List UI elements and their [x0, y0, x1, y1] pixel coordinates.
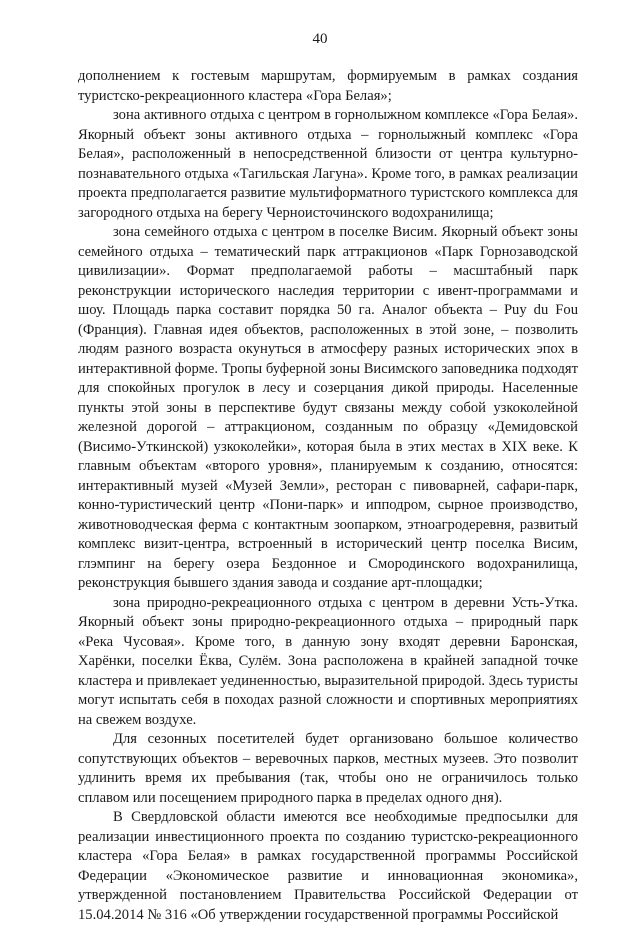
paragraph-active-recreation-zone: зона активного отдыха с центром в горнолыжном комплексе «Гора Белая». Якорный объект зоны активного отдыха – горнолыжный комплекс «Гора Белая», расположенный в непосредственной близости от центра культурно-познавательного отдыха «Тагильская Лагуна». Кроме того, в рамках реализации проекта предполагается развитие мультиформатного туристского комплекса для загородного отдыха на берегу Черноисточинского водохранилища; [78, 107, 578, 221]
paragraph-seasonal-visitors: Для сезонных посетителей будет организовано большое количество сопутствующих объектов – веревочных парков, местных музеев. Это позволит удлинить время их пребывания (так, чтобы оно не ограничилось только сплавом или посещением природного парка в пределах одного дня). [78, 731, 578, 806]
paragraph-nature-recreation-zone: зона природно-рекреационного отдыха с центром в деревни Усть-Утка. Якорный объект зоны природно-рекреационного отдыха – природный парк «Река Чусовая». Кроме того, в данную зону входят деревни Баронская, Харёнки, поселки Ёква, Сулём. Зона расположена в крайней западной точке кластера и привлекает уединенностью, выразительной природой. Здесь туристы могут испытать себя в походах разной сложности и спортивных мероприятиях на свежем воздухе. [78, 594, 578, 728]
paragraph-family-recreation-zone: зона семейного отдыха с центром в поселке Висим. Якорный объект зоны семейного отдыха – тематический парк аттракционов «Парк Горнозаводской цивилизации». Формат предполагаемой работы – масштабный парк реконструкции исторического наследия территории с ивент-программами и шоу. Площадь парка составит порядка 50 га. Аналог объекта – Puy du Fou (Франция). Главная идея объектов, расположенных в этой зоне, – позволить людям разного возраста окунуться в атмосферу разных исторических эпох в интерактивной форме. Тропы буферной зоны Висимского заповедника подходят для спокойных прогулок в лесу и созерцания дикой природы. Населенные пункты этой зоны в перспективе будут связаны между собой узкоколейной железной дорогой – аттракционом, созданным по образцу «Демидовской (Висимо-Уткинской) узкоколейки», которая была в этих местах в XIX веке. К главным объектам «второго уровня», планируемым к созданию, относятся: интерактивный музей «Музей Земли», ресторан с пивоварней, сафари-парк, конно-туристический центр «Пони-парк» и ипподром, сырное производство, животноводческая ферма с контактным зоопарком, этноагродеревня, развитый комплекс визит-центра, встроенный в исторический центр поселка Висим, глэмпинг на берегу озера Бездонное и Смородинского водохранилища, реконструкция бывшего здания завода и создание арт-площадки; [78, 224, 578, 591]
paragraph-sverdlovsk-prerequisites: В Свердловской области имеются все необходимые предпосылки для реализации инвестиционного проекта по созданию туристско-рекреационного кластера «Гора Белая» в рамках государственной программы Российской Федерации «Экономическое развитие и инновационная экономика», утвержденной постановлением Правительства Российской Федерации от 15.04.2014 № 316 «Об утверждении государственной программы Российской [78, 809, 578, 923]
document-body [78, 67, 578, 925]
paragraph-continuation: дополнением к гостевым маршрутам, формируемым в рамках создания туристско-рекреационного кластера «Гора Белая»; [78, 68, 578, 104]
page-number: 40 [312, 31, 328, 47]
